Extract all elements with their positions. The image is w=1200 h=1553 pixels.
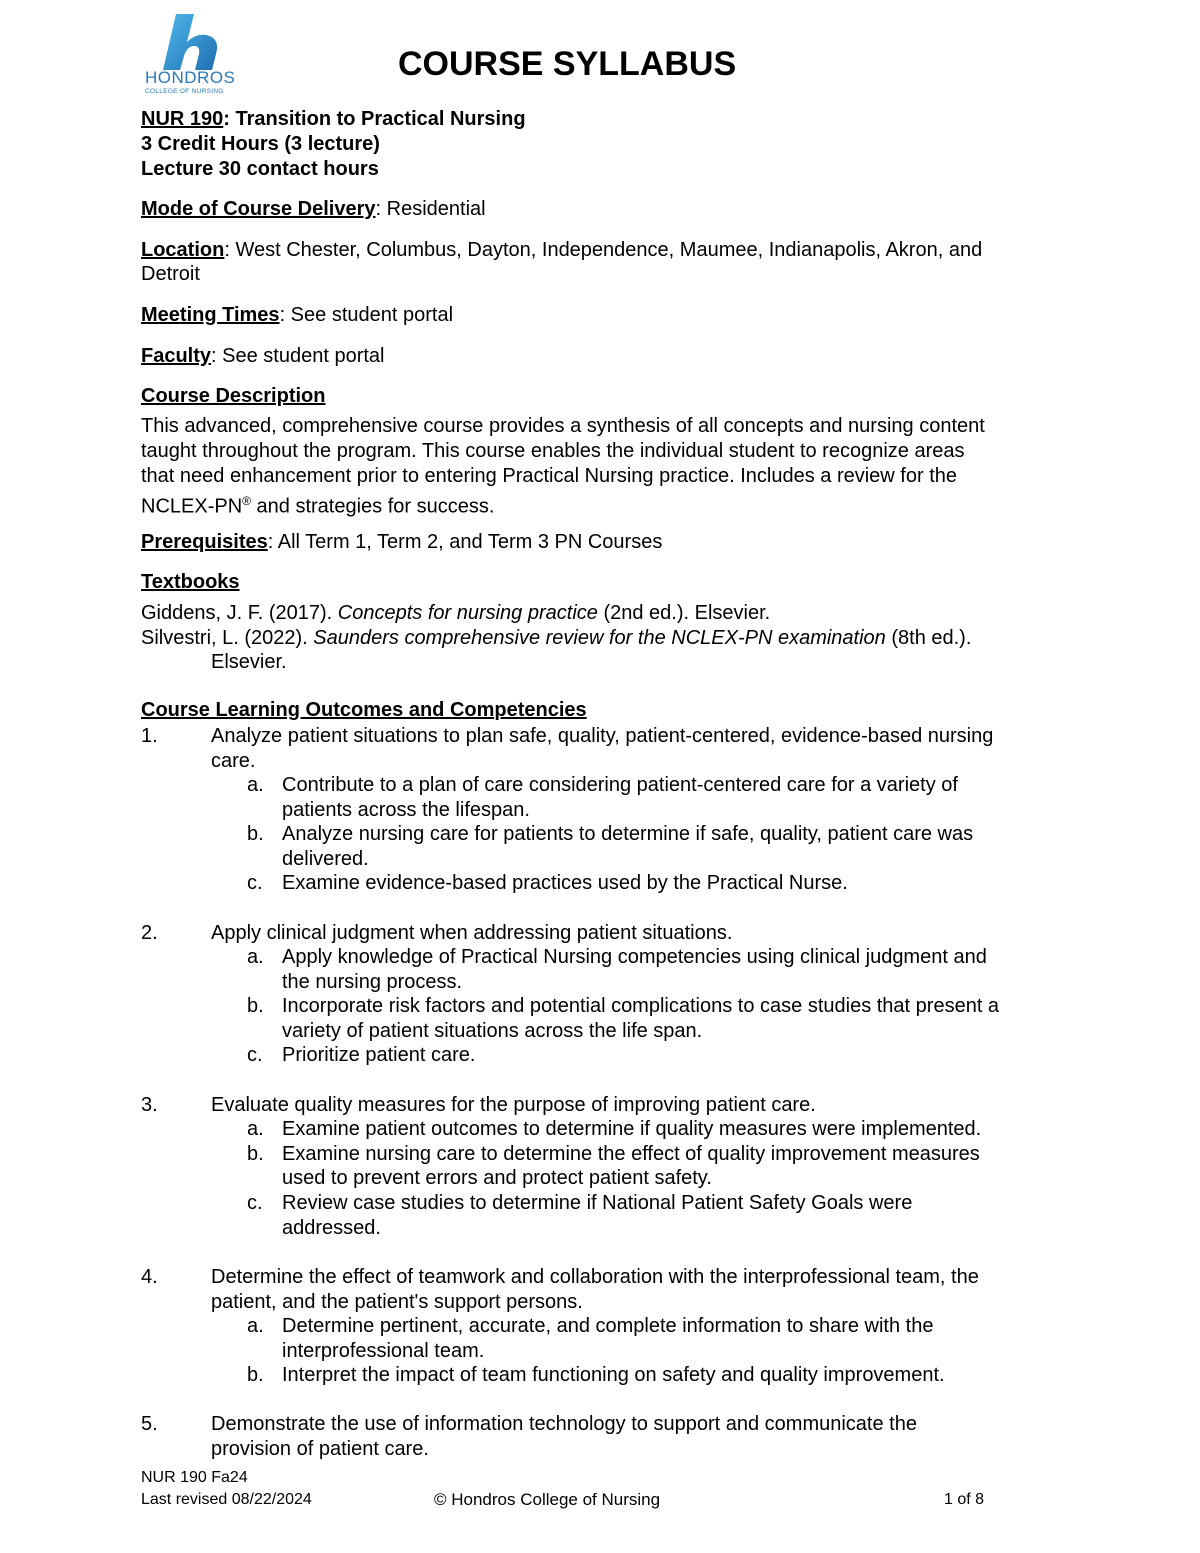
textbook-title: Concepts for nursing practice bbox=[337, 602, 598, 624]
competency-text: interprofessional team. bbox=[282, 1340, 485, 1362]
location-label: Location bbox=[141, 239, 225, 261]
competency-text: used to prevent errors and protect patient safety. bbox=[282, 1167, 712, 1189]
competency-letter: b. bbox=[247, 995, 264, 1017]
footer-course-code: NUR 190 Fa24 bbox=[141, 1469, 248, 1486]
competency-letter: c. bbox=[247, 1044, 263, 1066]
textbook-entry bbox=[141, 601, 770, 625]
description-line: that need enhancement prior to entering Practical Nursing practice. Includes a review for the bbox=[141, 465, 957, 487]
outcome-text: Analyze patient situations to plan safe, quality, patient-centered, evidence-based nursing bbox=[211, 725, 994, 747]
location-value-cont: Detroit bbox=[141, 263, 200, 285]
textbook-edition: (8th ed.). bbox=[885, 627, 972, 649]
registered-mark: ® bbox=[242, 494, 251, 508]
textbooks-heading: Textbooks bbox=[141, 571, 240, 593]
meeting-times bbox=[141, 303, 453, 327]
faculty-label: Faculty bbox=[141, 345, 212, 367]
competency-text: delivered. bbox=[282, 848, 369, 870]
faculty bbox=[141, 344, 384, 368]
footer-copyright: © Hondros College of Nursing bbox=[434, 1490, 661, 1509]
competency-text: Contribute to a plan of care considering patient-centered care for a variety of bbox=[282, 774, 958, 796]
logo bbox=[140, 12, 244, 96]
prerequisites-value: : All Term 1, Term 2, and Term 3 PN Courses bbox=[267, 531, 663, 553]
competency-letter: c. bbox=[247, 1192, 263, 1214]
competency-text: Interpret the impact of team functioning on safety and quality improvement. bbox=[282, 1364, 945, 1386]
textbook-author: Silvestri, L. (2022). bbox=[141, 627, 314, 649]
competency-text: Apply knowledge of Practical Nursing competencies using clinical judgment and bbox=[282, 946, 987, 968]
competency-text: patients across the lifespan. bbox=[282, 799, 530, 821]
description-end: and strategies for success. bbox=[250, 495, 495, 518]
course-contact-hours: Lecture 30 contact hours bbox=[141, 158, 379, 180]
mode-value: : Residential bbox=[375, 198, 486, 220]
competency-text: Examine nursing care to determine the effect of quality improvement measures bbox=[282, 1143, 980, 1165]
competency-text: Prioritize patient care. bbox=[282, 1044, 476, 1066]
meeting-value: : See student portal bbox=[279, 304, 454, 326]
competency-text: addressed. bbox=[282, 1217, 381, 1239]
outcomes-heading: Course Learning Outcomes and Competencies bbox=[141, 699, 587, 721]
outcome-text: Evaluate quality measures for the purpose of improving patient care. bbox=[211, 1094, 816, 1116]
competency-letter: b. bbox=[247, 1364, 264, 1386]
outcome-text: Demonstrate the use of information technology to support and communicate the bbox=[211, 1413, 917, 1435]
textbook-title: Saunders comprehensive review for the NCLEX-PN examination bbox=[313, 627, 886, 649]
course-title-line bbox=[141, 107, 526, 131]
textbook-publisher: Elsevier. bbox=[211, 651, 287, 673]
competency-letter: a. bbox=[247, 774, 264, 796]
competency-letter: b. bbox=[247, 823, 264, 845]
outcome-text: Determine the effect of teamwork and collaboration with the interprofessional team, the bbox=[211, 1266, 979, 1288]
outcome-number: 1. bbox=[141, 725, 158, 747]
textbook-author: Giddens, J. F. (2017). bbox=[141, 602, 338, 624]
description-line: This advanced, comprehensive course provides a synthesis of all concepts and nursing content bbox=[141, 415, 985, 437]
location bbox=[141, 238, 982, 262]
mode-label: Mode of Course Delivery bbox=[141, 198, 376, 220]
outcome-text: provision of patient care. bbox=[211, 1438, 429, 1460]
competency-text: Determine pertinent, accurate, and complete information to share with the bbox=[282, 1315, 934, 1337]
logo-subtitle: COLLEGE OF NURSING bbox=[145, 88, 224, 95]
outcome-number: 4. bbox=[141, 1266, 158, 1288]
hondros-h-icon bbox=[140, 12, 244, 74]
competency-text: Analyze nursing care for patients to determine if safe, quality, patient care was bbox=[282, 823, 974, 845]
logo-wordmark: HONDROS bbox=[145, 68, 236, 87]
course-credits: 3 Credit Hours (3 lecture) bbox=[141, 133, 380, 155]
textbook-entry bbox=[141, 626, 971, 650]
competency-letter: a. bbox=[247, 946, 264, 968]
outcome-text: care. bbox=[211, 750, 256, 772]
mode-of-delivery bbox=[141, 197, 486, 221]
competency-text: Review case studies to determine if National Patient Safety Goals were bbox=[282, 1192, 913, 1214]
competency-letter: a. bbox=[247, 1315, 264, 1337]
competency-letter: b. bbox=[247, 1143, 264, 1165]
outcome-number: 3. bbox=[141, 1094, 158, 1116]
competency-letter: c. bbox=[247, 872, 263, 894]
outcome-number: 5. bbox=[141, 1413, 158, 1435]
description-line bbox=[141, 489, 494, 519]
course-name: : Transition to Practical Nursing bbox=[223, 108, 526, 130]
textbook-publisher: (2nd ed.). Elsevier. bbox=[597, 602, 771, 624]
prerequisites bbox=[141, 530, 662, 554]
prerequisites-label: Prerequisites bbox=[141, 531, 268, 553]
footer-last-revised: Last revised 08/22/2024 bbox=[141, 1491, 312, 1508]
location-value: : West Chester, Columbus, Dayton, Independence, Maumee, Indianapolis, Akron, and bbox=[224, 239, 983, 261]
outcome-text: patient, and the patient's support persons. bbox=[211, 1291, 583, 1313]
nclex-text: NCLEX-PN bbox=[141, 495, 243, 518]
course-code: NUR 190 bbox=[141, 108, 224, 130]
outcome-text: Apply clinical judgment when addressing patient situations. bbox=[211, 922, 733, 944]
page-title: COURSE SYLLABUS bbox=[398, 45, 737, 83]
footer-page-number: 1 of 8 bbox=[944, 1491, 985, 1508]
competency-letter: a. bbox=[247, 1118, 264, 1140]
competency-text: Examine evidence-based practices used by the Practical Nurse. bbox=[282, 872, 848, 894]
outcome-number: 2. bbox=[141, 922, 158, 944]
competency-text: Incorporate risk factors and potential complications to case studies that present a bbox=[282, 995, 1000, 1017]
faculty-value: : See student portal bbox=[211, 345, 385, 367]
competency-text: variety of patient situations across the life span. bbox=[282, 1020, 703, 1042]
competency-text: Examine patient outcomes to determine if quality measures were implemented. bbox=[282, 1118, 982, 1140]
meeting-label: Meeting Times bbox=[141, 304, 280, 326]
description-line: taught throughout the program. This course enables the individual student to recognize areas bbox=[141, 440, 965, 462]
description-heading: Course Description bbox=[141, 385, 326, 407]
competency-text: the nursing process. bbox=[282, 971, 463, 993]
